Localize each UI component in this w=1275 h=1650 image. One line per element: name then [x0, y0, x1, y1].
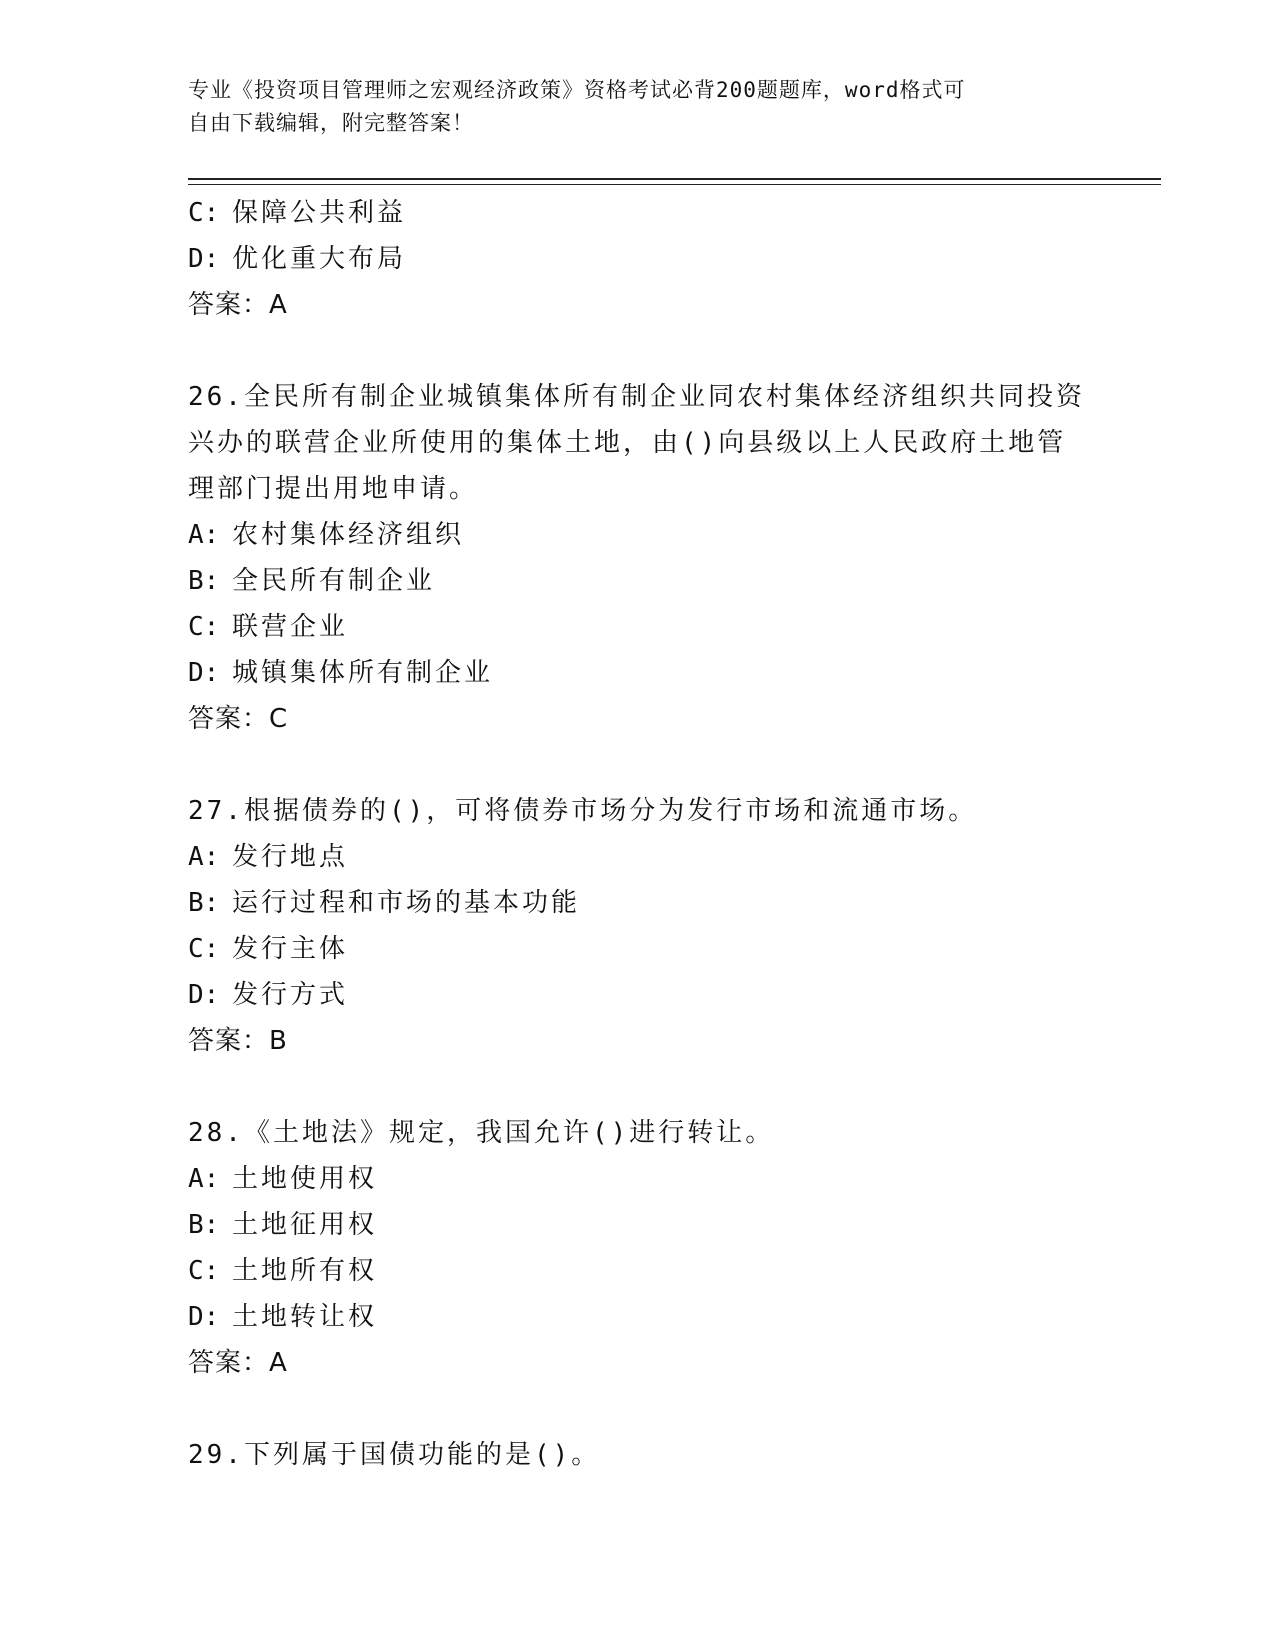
option-a — [188, 834, 1088, 880]
option-letter: D: — [188, 980, 220, 1010]
header-divider-thin — [188, 184, 1161, 185]
option-text: 联营企业 — [232, 612, 349, 642]
option-text: 全民所有制企业 — [232, 566, 436, 596]
option-a — [188, 1156, 1088, 1202]
option-text: 保障公共利益 — [232, 198, 407, 228]
document-body — [188, 190, 1088, 1478]
option-d — [188, 650, 1088, 696]
option-text: 土地使用权 — [232, 1164, 378, 1194]
answer-line: 答案：A — [188, 290, 288, 320]
answer-line: 答案：A — [188, 1348, 288, 1378]
option-letter: C: — [188, 612, 220, 642]
question-stem-line: 理部门提出用地申请。 — [188, 474, 479, 504]
header-line-2: 自由下载编辑，附完整答案！ — [188, 111, 474, 135]
option-text: 土地转让权 — [232, 1302, 378, 1332]
option-text: 发行方式 — [232, 980, 349, 1010]
option-b — [188, 880, 1088, 926]
option-c — [188, 1248, 1088, 1294]
option-letter: C: — [188, 1256, 220, 1286]
option-text: 土地所有权 — [232, 1256, 378, 1286]
question-28 — [188, 1110, 1088, 1386]
option-letter: D: — [188, 1302, 220, 1332]
question-stem-line: 29.下列属于国债功能的是()。 — [188, 1440, 601, 1470]
option-text: 城镇集体所有制企业 — [232, 658, 494, 688]
option-b — [188, 1202, 1088, 1248]
header-line-1: 专业《投资项目管理师之宏观经济政策》资格考试必背200题题库，word格式可 — [188, 78, 966, 102]
answer-line: 答案：C — [188, 704, 289, 734]
option-letter: C: — [188, 198, 220, 228]
option-d — [188, 236, 1088, 282]
question-stem-line: 27.根据债券的()，可将债券市场分为发行市场和流通市场。 — [188, 796, 978, 826]
option-d — [188, 1294, 1088, 1340]
question-29 — [188, 1432, 1088, 1478]
option-letter: B: — [188, 1210, 220, 1240]
option-c — [188, 926, 1088, 972]
option-text: 发行主体 — [232, 934, 349, 964]
option-letter: B: — [188, 888, 220, 918]
question-stem-line: 兴办的联营企业所使用的集体土地，由()向县级以上人民政府土地管 — [188, 428, 1067, 458]
option-letter: A: — [188, 520, 220, 550]
option-b — [188, 558, 1088, 604]
question-27 — [188, 788, 1088, 1064]
option-text: 农村集体经济组织 — [232, 520, 465, 550]
option-letter: A: — [188, 842, 220, 872]
option-text: 发行地点 — [232, 842, 349, 872]
option-letter: D: — [188, 244, 220, 274]
option-text: 运行过程和市场的基本功能 — [232, 888, 581, 918]
question-stem-line: 26.全民所有制企业城镇集体所有制企业同农村集体经济组织共同投资 — [188, 382, 1085, 412]
option-c — [188, 604, 1088, 650]
option-text: 土地征用权 — [232, 1210, 378, 1240]
question-26 — [188, 374, 1088, 742]
option-text: 优化重大布局 — [232, 244, 407, 274]
option-c — [188, 190, 1088, 236]
page-header — [188, 74, 1078, 140]
header-divider — [188, 178, 1161, 180]
question-stem-line: 28.《土地法》规定，我国允许()进行转让。 — [188, 1118, 775, 1148]
option-d — [188, 972, 1088, 1018]
option-letter: C: — [188, 934, 220, 964]
answer-line: 答案：B — [188, 1026, 288, 1056]
option-letter: D: — [188, 658, 220, 688]
option-letter: A: — [188, 1164, 220, 1194]
option-letter: B: — [188, 566, 220, 596]
option-a — [188, 512, 1088, 558]
